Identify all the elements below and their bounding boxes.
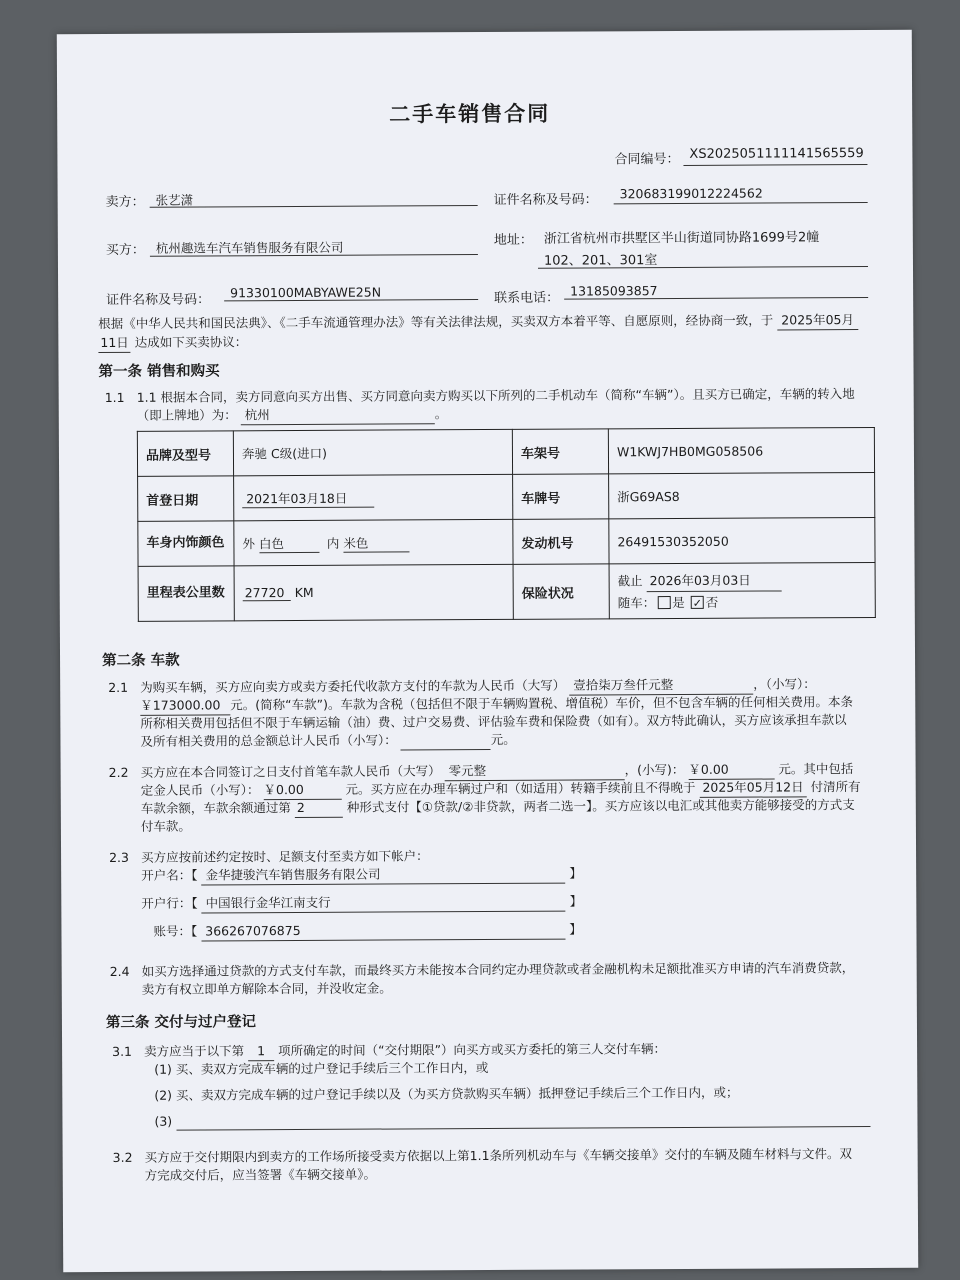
c31-item: 1: [248, 1042, 274, 1061]
c21-line3: 所称相关费用包括但不限于车辆运输（油）费、过户交易费、评估验车费和保险费（如有）。双方特此确认，买方应该承担车款以: [140, 712, 847, 731]
section1-text2: （即上牌地）为： 杭州 。: [137, 405, 448, 426]
c22-deposit: ￥0.00: [263, 781, 341, 800]
c22-payment-type: 2: [295, 799, 343, 818]
c31-line1: 卖方应当于以下第 1 项所确定的时间（“交付期限”）向买方或买方委托的第三人交付车辆：: [144, 1040, 666, 1062]
brand-value: 奔驰 C级(进口): [233, 429, 512, 475]
insurance-until: 2026年03月03日: [647, 569, 782, 592]
underline: [177, 1126, 871, 1131]
document-title: 二手车销售合同: [389, 101, 551, 127]
c23-line1: 买方应按前述约定按时、足额支付至卖方如下帐户：: [141, 848, 429, 865]
clause-number: 3.2: [112, 1149, 133, 1165]
c22-first-upper: 零元整: [445, 761, 625, 781]
checkbox-yes[interactable]: [657, 596, 670, 609]
underline: [614, 202, 868, 204]
mileage-unit: KM: [294, 584, 314, 601]
contract-no-label: 合同编号：: [614, 151, 680, 168]
c31-option1: (1) 买、卖双方完成车辆的过户登记手续后三个工作日内，或: [154, 1060, 489, 1077]
c21-amount-upper: 壹拾柒万叁仟元整: [569, 676, 753, 696]
clause-number: 2.4: [109, 963, 130, 979]
reg-date-label: 首登日期: [138, 476, 234, 522]
c22-first-lower: ￥0.00: [688, 760, 774, 779]
color-label: 车身内饰颜色: [138, 521, 234, 567]
transfer-city: 杭州: [241, 405, 435, 425]
insurance-label: 保险状况: [513, 564, 609, 620]
seller-name: 张艺潇: [155, 192, 194, 208]
table-row: [137, 427, 874, 476]
mileage-label: 里程表公里数: [138, 566, 234, 622]
seller-id-value: 320683199012224562: [619, 185, 763, 202]
account-name: 金华捷骏汽车销售服务有限公司: [201, 865, 565, 886]
clause-number: 2.2: [108, 764, 129, 780]
table-row: 车身内饰颜色 外 白色 内 米色 发动机号 26491530352050: [138, 517, 875, 566]
buyer-name: 杭州趣选车汽车销售服务有限公司: [155, 239, 344, 256]
seller-label: 卖方：: [105, 194, 145, 210]
contract-page: [57, 30, 918, 1272]
c24-line2: 卖方有权立即单方解除本合同，并没收定金。: [141, 980, 392, 997]
plate-value: 浙G69AS8: [609, 472, 875, 518]
mileage-value: 27720: [243, 585, 291, 601]
bank-name: 中国银行金华江南支行: [202, 893, 566, 914]
table-row: 里程表公里数 27720 KM 保险状况 截止 2026年03月03日 随车： 是 ✓ 否: [138, 562, 875, 621]
c32-line2: 方完成交付后，应当签署《车辆交接单》。: [144, 1166, 377, 1183]
seller-id-label: 证件名称及号码：: [493, 192, 598, 208]
clause-number: 2.1: [108, 679, 129, 695]
c24-line1: 如买方选择通过贷款的方式支付车款，而最终买方未能按本合同约定办理贷款或者金融机构未足额批准买方申请的汽车消费贷款，: [141, 960, 855, 979]
address-line2: 102、201、301室: [543, 253, 658, 269]
buyer-id-value: 91330100MABYAWE25N: [230, 284, 382, 301]
intro-line2: 11日 达成如下买卖协议：: [98, 333, 247, 353]
ext-color: 白色: [259, 533, 319, 552]
contract-no-value: XS2025051111141565559: [689, 146, 864, 162]
buyer-id-label: 证件名称及号码：: [106, 292, 211, 308]
engine-label: 发动机号: [513, 519, 609, 565]
phone-value: 13185093857: [570, 283, 658, 299]
address-label: 地址：: [493, 232, 533, 248]
c22-line3: 车款余额，车款余额通过第 2 种形式支付【①贷款/②非贷款，两者二选一】。买方应该以电汇或其他卖方能够接受的方式支: [141, 796, 855, 819]
bank-row: 开户行：【 中国银行金华江南支行 】: [141, 893, 582, 914]
c22-line1: 买方应在本合同签订之日支付首笔车款人民币（大写） 零元整 ，(小写)： ￥0.00 元。其中包括: [140, 761, 854, 780]
table-row: [138, 472, 875, 521]
section2-heading: 第二条 车款: [102, 652, 180, 670]
underline: [224, 299, 478, 301]
c31-option2: (2) 买、卖双方完成车辆的过户登记手续以及（为买方贷款购买车辆）抵押登记手续后三个工作日内，或；: [154, 1084, 739, 1103]
intro-line1: 根据《中华人民共和国民法典》、《二手车流通管理办法》等有关法律法规，买卖双方本着平等、自愿原则，经协商一致，于 2025年05月: [98, 311, 858, 334]
vin-value: W1KWJ7HB0MG058506: [608, 427, 874, 473]
engine-value: 26491530352050: [609, 517, 875, 563]
clause-number: 3.1: [112, 1043, 133, 1059]
underline: [564, 297, 868, 300]
reg-date-value: 2021年03月18日: [242, 488, 374, 508]
c21-line4: 及所有相关费用的总金额总计人民币（小写）： 元。: [140, 731, 516, 749]
underline: [683, 164, 867, 166]
c22-line4: 付车款。: [140, 818, 191, 834]
vin-label: 车架号: [512, 429, 608, 475]
intro-date1: 2025年05月: [777, 311, 858, 330]
checkbox-no[interactable]: [691, 595, 704, 608]
c32-line1: 买方应于交付期限内到卖方的工作场所接受卖方依据以上第1.1条所列机动车与《车辆交接单》交付的车辆及随车材料与文件。双: [144, 1146, 853, 1165]
c21-amount-lower: ￥173000.00: [140, 696, 230, 715]
buyer-label: 买方：: [105, 242, 145, 258]
phone-label: 联系电话：: [494, 290, 560, 306]
vehicle-table: [137, 427, 876, 622]
account-name-row: 开户名：【 金华捷骏汽车销售服务有限公司 】: [141, 865, 582, 886]
address-line1: 浙江省杭州市拱墅区半山街道同协路1699号2幢: [543, 230, 820, 247]
section3-heading: 第三条 交付与过户登记: [105, 1014, 257, 1032]
section1-text1: 1.1 根据本合同，卖方同意向买方出售、买方同意向卖方购买以下所列的二手机动车（简称“车辆”）。且买方已确定，车辆的转入地: [136, 386, 855, 405]
section1-heading: 第一条 销售和购买: [98, 363, 220, 381]
c21-line1: 为购买车辆，买方应向卖方或卖方委托代收款方支付的车款为人民币（大写） 壹拾柒万叁仟元整 ，（小写）：: [140, 676, 816, 695]
clause-number: 1.1: [104, 389, 125, 406]
c31-option3: (3): [154, 1113, 173, 1129]
c22-line2: 定金人民币（小写）： ￥0.00 元。买方应在办理车辆过户和（如适用）转籍手续前且不得晚于 2025年05月12日 付清所有: [141, 778, 861, 801]
intro-date2: 11日: [98, 334, 131, 353]
c21-line2: ￥173000.00 元。(简称“车款”)。车款为含税（包括但不限于车辆购置税、增值税）车价，但不包含车辆的任何相关费用。本条: [140, 693, 853, 716]
account-no-row: 账号：【 366267076875 】: [153, 921, 581, 942]
clause-number: 2.3: [109, 849, 130, 865]
c22-due-date: 2025年05月12日: [699, 778, 806, 798]
underline: [150, 205, 478, 208]
brand-label: 品牌及型号: [137, 431, 233, 477]
int-color: 米色: [343, 533, 409, 552]
plate-label: 车牌号: [513, 474, 609, 520]
account-no: 366267076875: [201, 921, 565, 942]
